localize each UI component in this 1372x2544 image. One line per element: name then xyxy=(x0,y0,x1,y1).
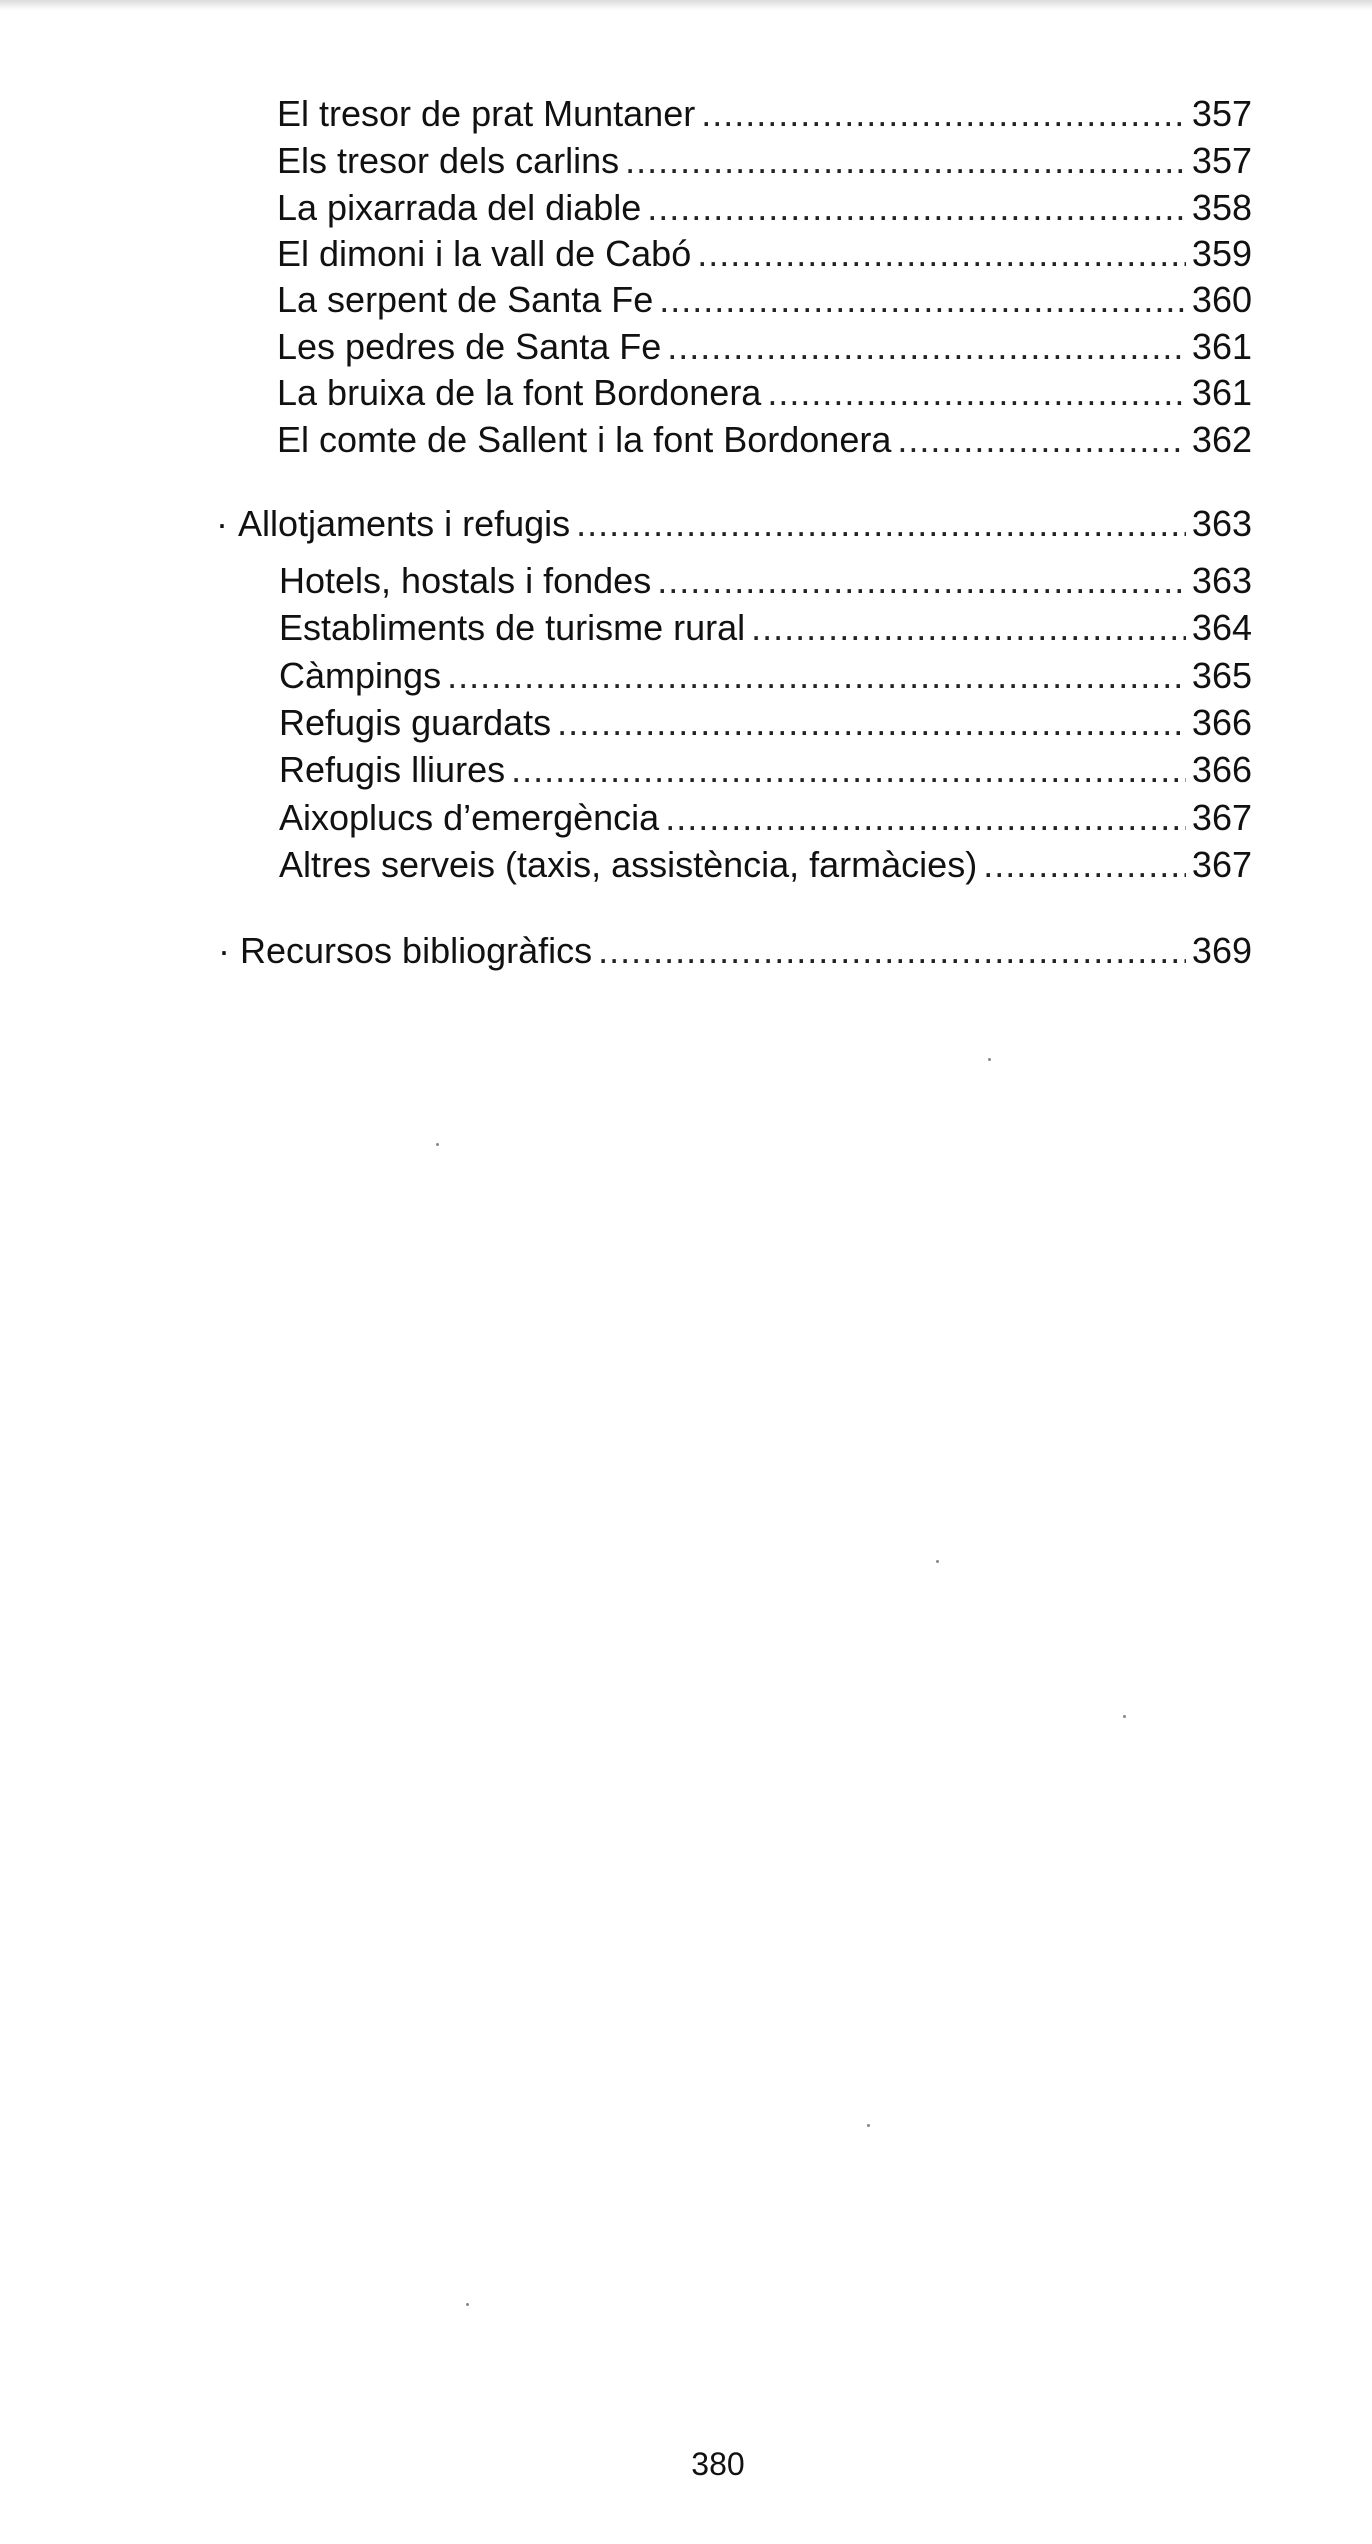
toc-entry-title: Establiments de turisme rural xyxy=(279,607,746,648)
scan-speck xyxy=(466,2303,469,2306)
dot-leader xyxy=(701,92,1186,136)
toc-entry-page: 367 xyxy=(1191,797,1252,838)
toc-entry[interactable] xyxy=(277,418,1252,462)
toc-entry-title: La bruixa de la font Bordonera xyxy=(277,372,762,413)
dot-leader xyxy=(647,186,1186,230)
dot-leader xyxy=(657,559,1186,603)
scan-speck xyxy=(1123,1715,1126,1718)
dot-leader xyxy=(557,701,1186,745)
dot-leader xyxy=(665,796,1186,840)
bullet-marker: · xyxy=(216,503,228,544)
toc-entry[interactable] xyxy=(277,278,1252,322)
dot-leader xyxy=(511,748,1186,792)
toc-entry-title: Refugis lliures xyxy=(279,749,506,790)
scan-speck xyxy=(867,2124,870,2127)
toc-entry-page: 358 xyxy=(1191,187,1252,228)
toc-entry[interactable] xyxy=(277,92,1252,136)
toc-entry[interactable] xyxy=(277,325,1252,369)
toc-entry-page: 366 xyxy=(1191,702,1252,743)
dot-leader xyxy=(897,418,1186,462)
toc-entry-page: 361 xyxy=(1191,372,1252,413)
toc-section-title: Allotjaments i refugis xyxy=(238,503,571,544)
toc-entry-title: Altres serveis (taxis, assistència, farmàcies) xyxy=(279,844,978,885)
toc-entry[interactable] xyxy=(277,186,1252,230)
toc-section-heading[interactable] xyxy=(216,502,1252,546)
toc-entry-title: Aixoplucs d’emergència xyxy=(279,797,660,838)
toc-section-title: Recursos bibliogràfics xyxy=(240,930,593,971)
scan-speck xyxy=(988,1058,991,1061)
bullet-marker: · xyxy=(218,930,230,971)
toc-section-page: 363 xyxy=(1191,503,1252,544)
toc-entry[interactable] xyxy=(279,748,1252,792)
toc-entry-title: Les pedres de Santa Fe xyxy=(277,326,662,367)
toc-entry[interactable] xyxy=(279,843,1252,887)
page-number: 380 xyxy=(691,2446,745,2482)
toc-entry-title: Els tresor dels carlins xyxy=(277,140,620,181)
dot-leader xyxy=(447,654,1186,698)
page-top-shadow xyxy=(0,0,1372,10)
dot-leader xyxy=(751,606,1186,650)
dot-leader xyxy=(983,843,1186,887)
toc-entry-page: 359 xyxy=(1191,233,1252,274)
toc-section-heading[interactable] xyxy=(218,929,1252,973)
dot-leader xyxy=(659,278,1186,322)
toc-entry[interactable] xyxy=(277,139,1252,183)
toc-entry[interactable] xyxy=(279,606,1252,650)
toc-entry-title: La serpent de Santa Fe xyxy=(277,279,654,320)
toc-entry-page: 363 xyxy=(1191,560,1252,601)
toc-entry[interactable] xyxy=(279,654,1252,698)
toc-entry[interactable] xyxy=(279,701,1252,745)
toc-entry-title: Càmpings xyxy=(279,655,442,696)
toc-entry-page: 361 xyxy=(1191,326,1252,367)
scan-speck xyxy=(436,1143,439,1146)
scan-speck xyxy=(936,1560,939,1563)
toc-entry-page: 367 xyxy=(1191,844,1252,885)
toc-section-page: 369 xyxy=(1191,930,1252,971)
dot-leader xyxy=(767,371,1186,415)
toc-entry-title: El tresor de prat Muntaner xyxy=(277,93,696,134)
dot-leader xyxy=(697,232,1186,276)
toc-entry[interactable] xyxy=(277,371,1252,415)
toc-entry-title: El dimoni i la vall de Cabó xyxy=(277,233,692,274)
toc-entry-page: 366 xyxy=(1191,749,1252,790)
toc-entry-page: 357 xyxy=(1191,140,1252,181)
dot-leader xyxy=(576,502,1186,546)
toc-entry-page: 360 xyxy=(1191,279,1252,320)
toc-entry-title: El comte de Sallent i la font Bordonera xyxy=(277,419,892,460)
toc-entry[interactable] xyxy=(277,232,1252,276)
toc-entry-page: 364 xyxy=(1191,607,1252,648)
toc-entry[interactable] xyxy=(279,796,1252,840)
toc-entry-page: 362 xyxy=(1191,419,1252,460)
toc-entry-title: Refugis guardats xyxy=(279,702,552,743)
toc-entry-page: 365 xyxy=(1191,655,1252,696)
toc-entry-title: Hotels, hostals i fondes xyxy=(279,560,652,601)
dot-leader xyxy=(598,929,1186,973)
dot-leader xyxy=(625,139,1186,183)
toc-entry-page: 357 xyxy=(1191,93,1252,134)
toc-entry-title: La pixarrada del diable xyxy=(277,187,642,228)
dot-leader xyxy=(667,325,1186,369)
toc-entry[interactable] xyxy=(279,559,1252,603)
